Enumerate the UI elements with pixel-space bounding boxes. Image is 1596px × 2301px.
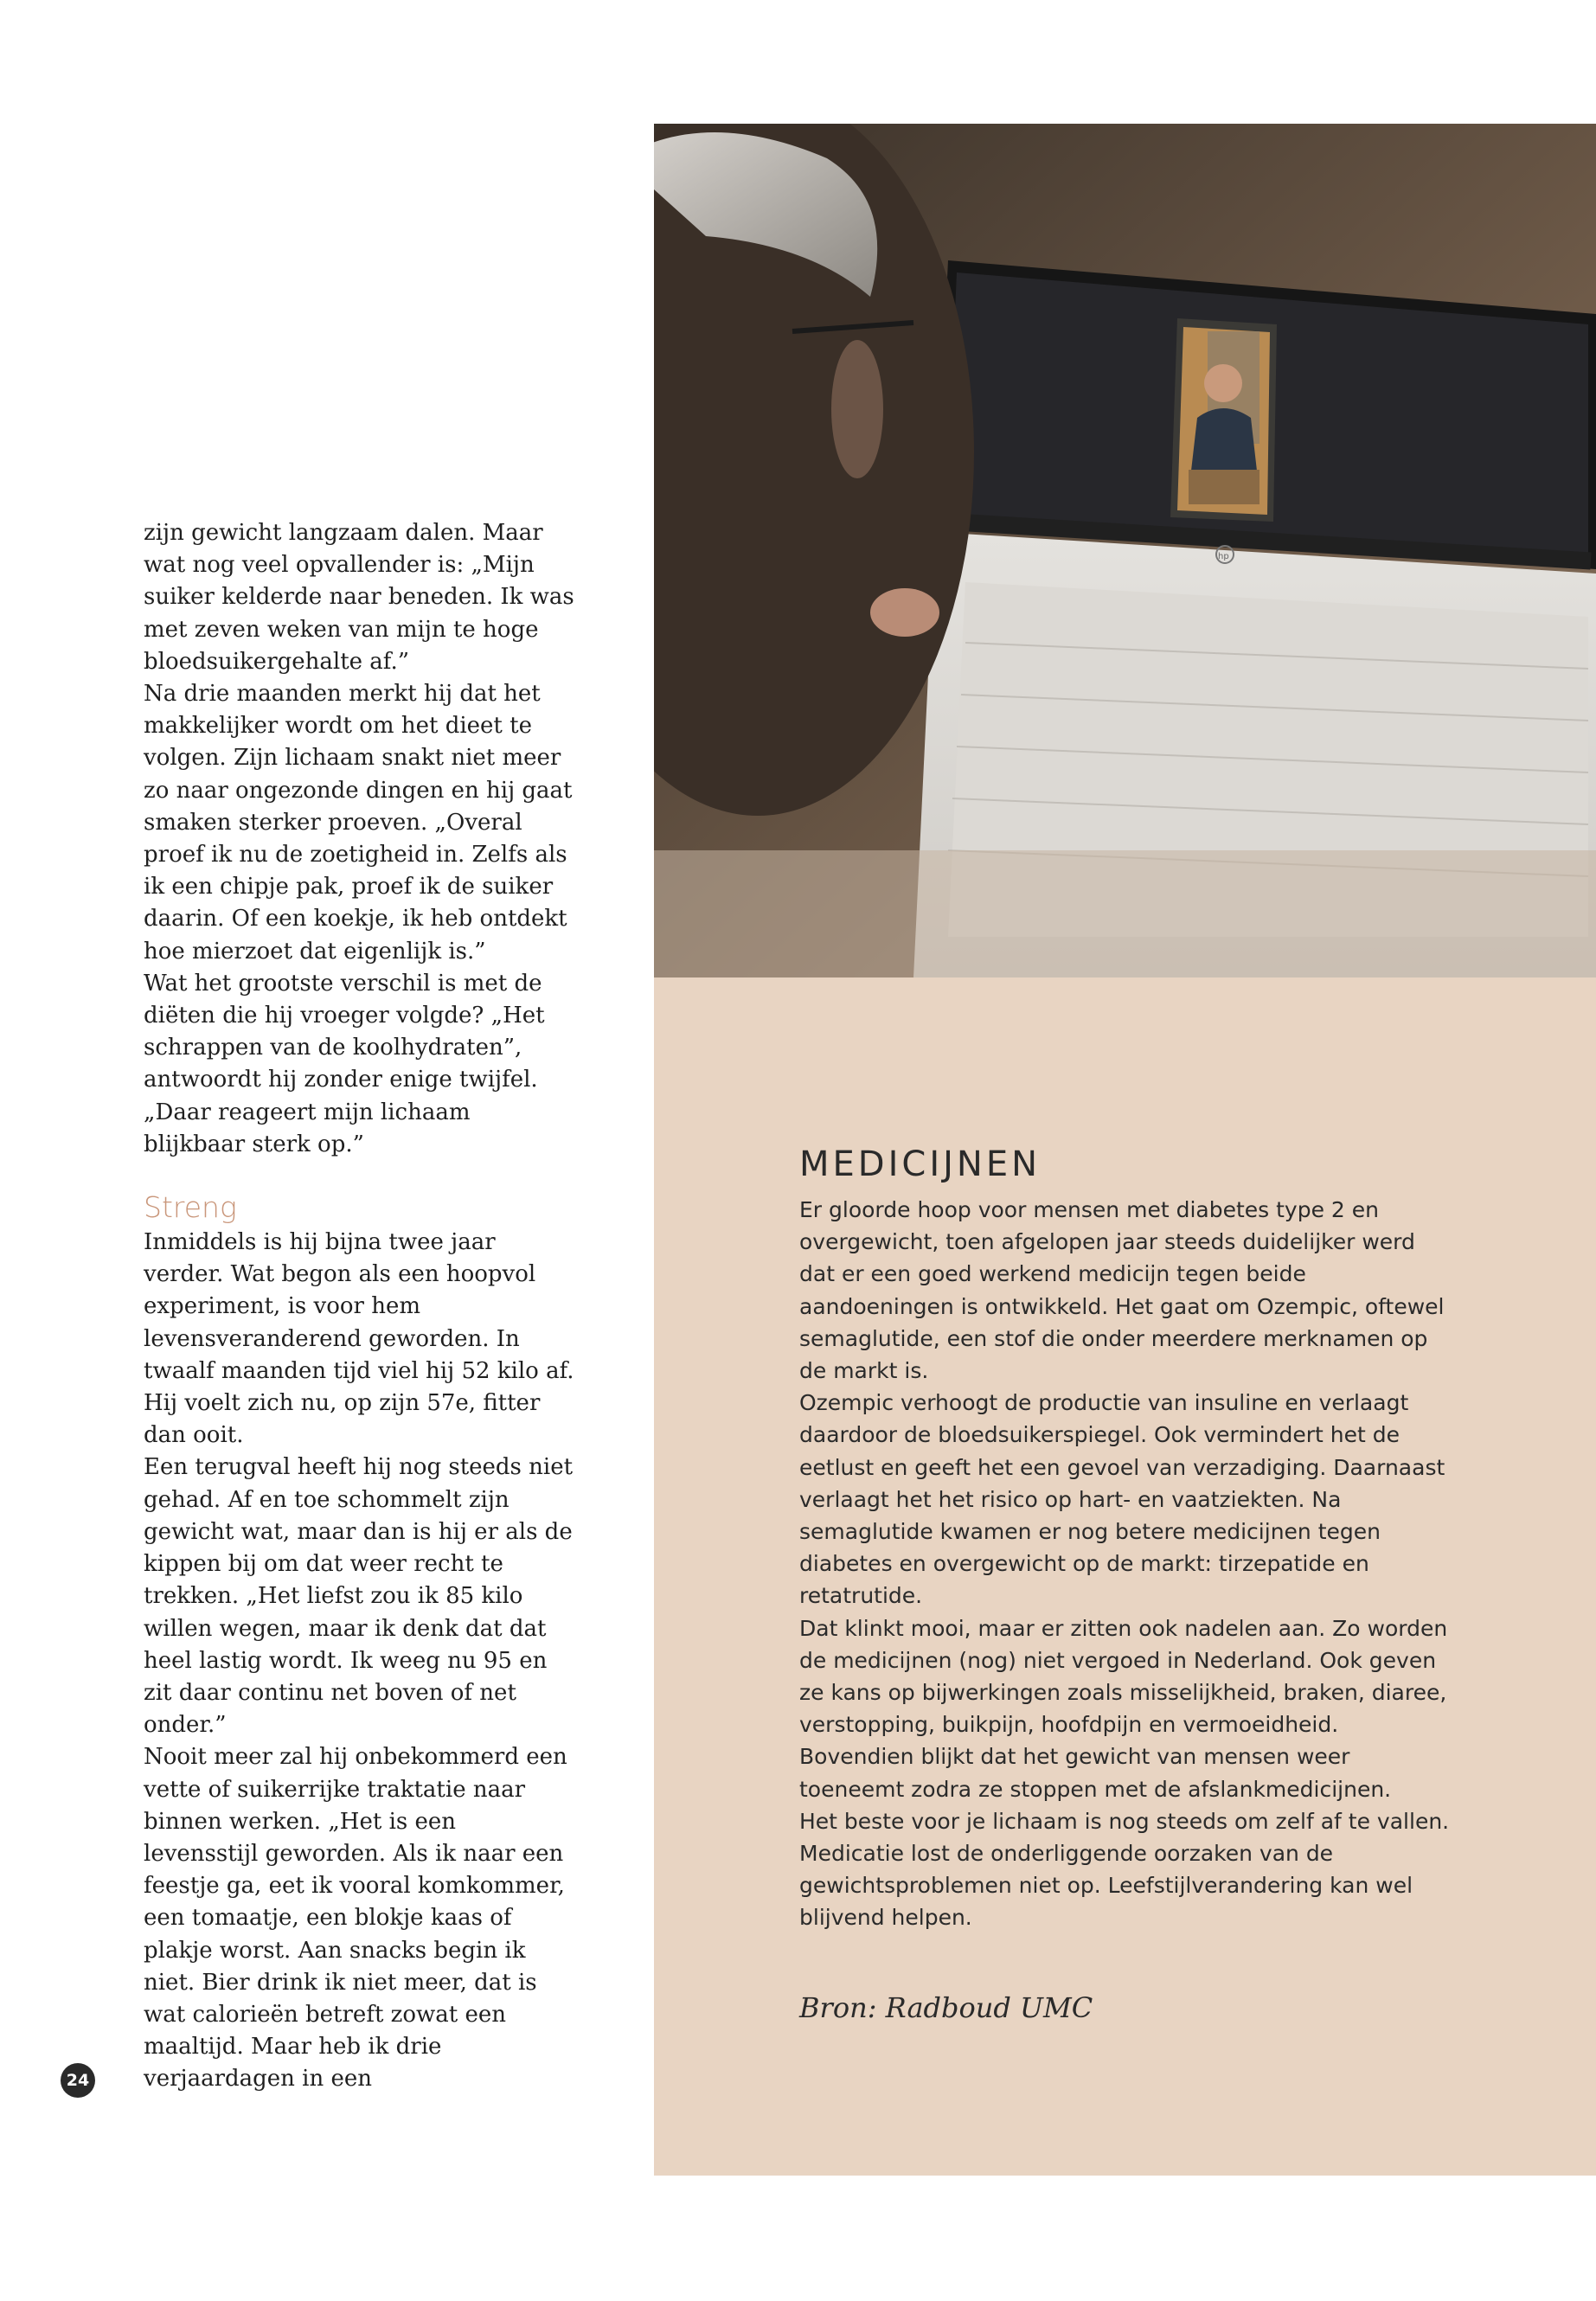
sidebar-title: MEDICIJNEN [799,1144,1042,1185]
sidebar-text [799,1194,1457,1934]
section-subheading: Streng [144,1190,237,1225]
article-paragraph: Nooit meer zal hij onbekommerd een vette of suikerrijke traktatie naar binnen werken. „Het is een levensstijl geworden. Als ik naar een feestje ga, eet ik vooral komkommer, een tomaatje, een blokje kaas of plakje worst. Aan snacks begin ik niet. Bier drink ik niet meer, dat is wat calorieën betreft zowat een maaltijd. Maar heb ik drie verjaardagen in een [144,1744,567,2093]
sidebar-paragraph: Het beste voor je lichaam is nog steeds om zelf af te vallen. Medicatie lost de onderliggende oorzaken van de gewichtsproblemen niet op. Leefstijlverandering kan wel blijvend helpen. [799,1808,1450,1931]
sidebar-source: Bron: Radboud UMC [799,1991,1093,2024]
article-photo [654,124,1596,977]
article-column [144,517,576,2096]
page-number: 24 [61,2063,95,2098]
laptop-brand-label: hp [1218,552,1229,561]
article-paragraph: zijn gewicht langzaam dalen. Maar wat nog veel opvallender is: „Mijn suiker kelderde naar beneden. Ik was met zeven weken van mijn te hoge bloedsuikergehalte af.” [144,520,574,675]
article-paragraph: Een terugval heeft hij nog steeds niet gehad. Af en toe schommelt zijn gewicht wat, maar dan is hij er als de kippen bij om dat weer recht te trekken. „Het liefst zou ik 85 kilo willen wegen, maar ik denk dat dat heel lastig wordt. Ik weeg nu 95 en zit daar continu net boven of net onder.” [144,1454,574,1739]
article-paragraph: Inmiddels is hij bijna twee jaar verder. Wat begon als een hoopvol experiment, is voor hem levensveranderend geworden. In twaalf maanden tijd viel hij 52 kilo af. Hij voelt zich nu, op zijn 57e, fitter dan ooit. [144,1229,574,1449]
sidebar-paragraph: Ozempic verhoogt de productie van insuline en verlaagt daardoor de bloedsuikerspiegel. Ook vermindert het de eetlust en geeft het een gevoel van verzadiging. Daarnaast verlaagt het het risico op hart- en vaatziekten. Na semaglutide kwamen er nog betere medicijnen tegen diabetes en overgewicht op de markt: tirzepatide en retatrutide. [799,1390,1445,1609]
laptop-video-call-illustration [654,124,1596,977]
article-paragraph: Wat het grootste verschil is met de diëten die hij vroeger volgde? „Het schrappen van de koolhydraten”, antwoordt hij zonder enige twijfel. „Daar reageert mijn lichaam blijkbaar sterk op.” [144,970,545,1157]
sidebar-paragraph: Dat klinkt mooi, maar er zitten ook nadelen aan. Zo worden de medicijnen (nog) niet vergoed in Nederland. Ook geven ze kans op bijwerkingen zoals misselijkheid, braken, diaree, verstopping, buikpijn, hoofdpijn en vermoeidheid. Bovendien blijkt dat het gewicht van mensen weer toeneemt zodra ze stoppen met de afslankmedicijnen. [799,1615,1448,1802]
sidebar-paragraph: Er gloorde hoop voor mensen met diabetes type 2 en overgewicht, toen afgelopen jaar steeds duidelijker werd dat er een goed werkend medicijn tegen beide aandoeningen is ontwikkeld. Het gaat om Ozempic, oftewel semaglutide, een stof die onder meerdere merknamen op de markt is. [799,1197,1445,1384]
article-paragraph: Na drie maanden merkt hij dat het makkelijker wordt om het dieet te volgen. Zijn lichaam snakt niet meer zo naar ongezonde dingen en hij gaat smaken sterker proeven. „Overal proef ik nu de zoetigheid in. Zelfs als ik een chipje pak, proef ik de suiker daarin. Of een koekje, ik heb ontdekt hoe mierzoet dat eigenlijk is.” [144,681,573,965]
